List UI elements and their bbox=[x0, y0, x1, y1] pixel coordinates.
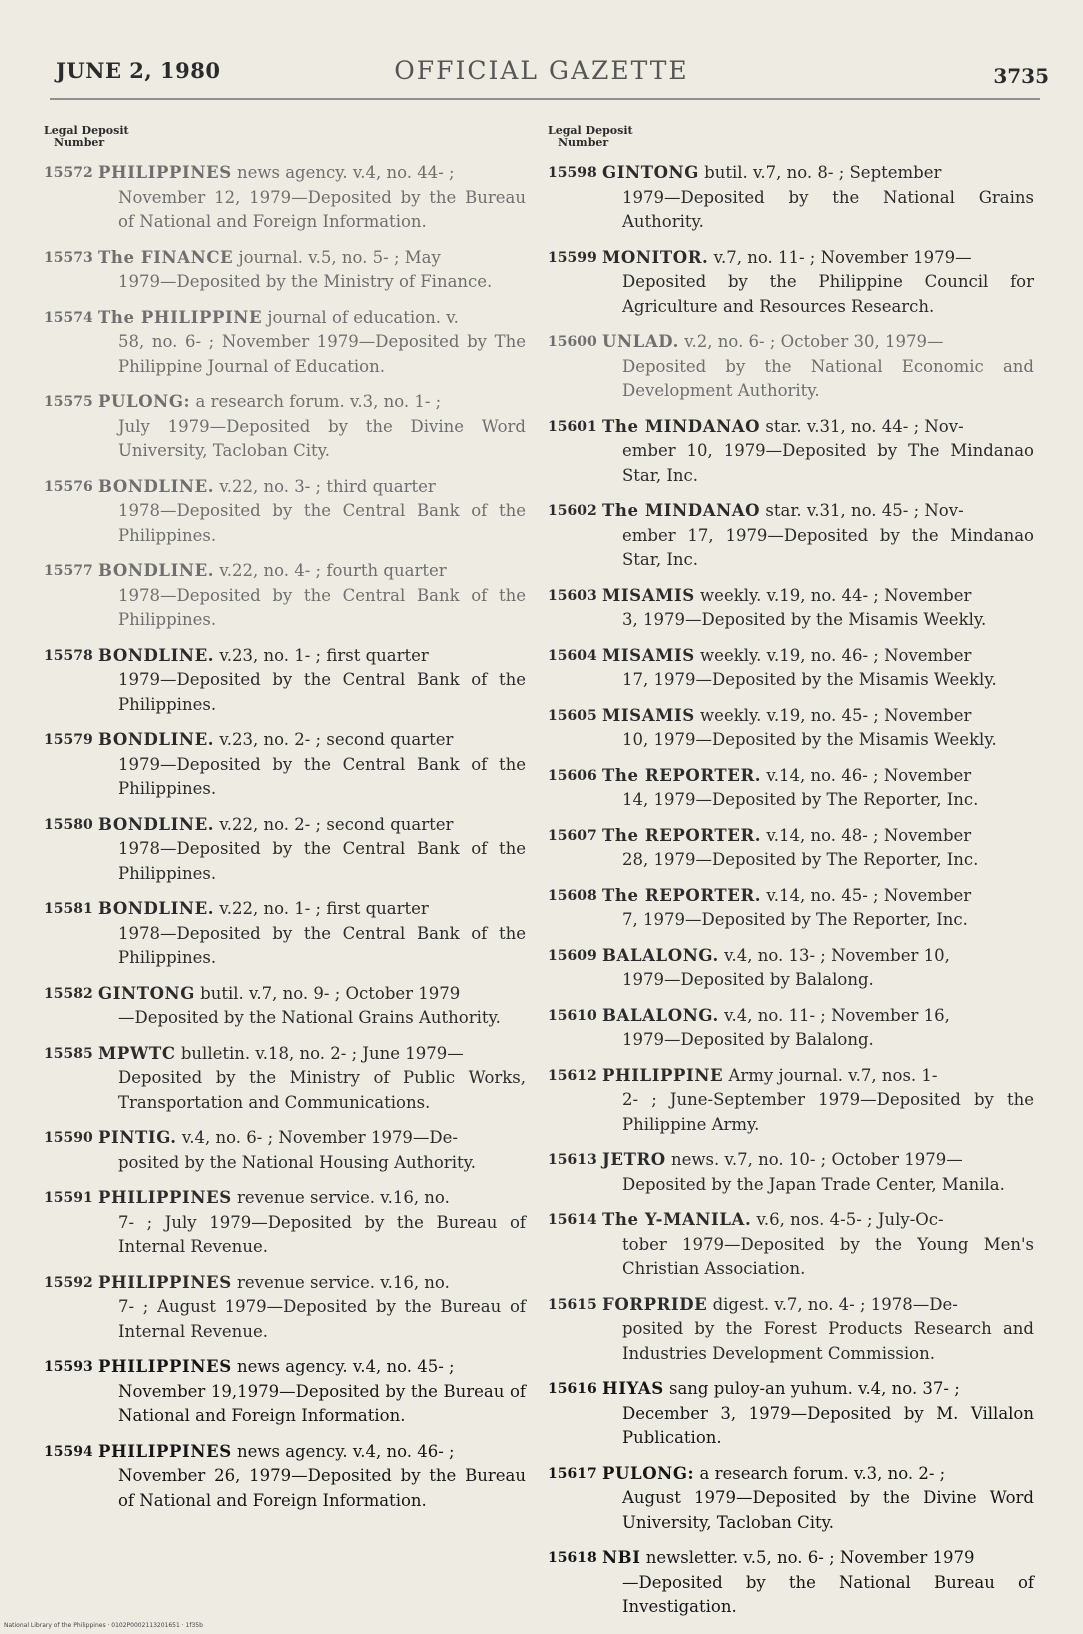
entry-first-line bbox=[44, 390, 526, 415]
footer-credit: National Library of the Philippines · 0102P0002113201651 · 1f35b bbox=[4, 1622, 203, 1629]
entry-body: 1978—Deposited by the Central Bank of the Philippines. bbox=[118, 923, 526, 967]
deposit-entry bbox=[44, 1042, 526, 1116]
entry-body: 1979—Deposited by the Central Bank of the Philippines. bbox=[118, 754, 526, 798]
entry-title: BONDLINE. bbox=[98, 814, 215, 834]
entry-first-line bbox=[548, 246, 1034, 271]
deposit-entry bbox=[548, 824, 1034, 873]
deposit-number: 15578 bbox=[44, 647, 93, 664]
entry-title: PHILIPPINES bbox=[98, 1272, 232, 1292]
entry-first-text: news. v.7, no. 10- ; October 1979— bbox=[665, 1150, 963, 1169]
entry-first-text: v.22, no. 2- ; second quarter bbox=[214, 814, 454, 834]
issue-date: JUNE 2, 1980 bbox=[56, 58, 221, 83]
deposit-entry bbox=[44, 306, 526, 380]
entry-title: The MINDANAO bbox=[602, 416, 761, 436]
deposit-entry bbox=[548, 1064, 1034, 1138]
entry-title: The REPORTER. bbox=[602, 765, 762, 785]
deposit-entry bbox=[548, 884, 1034, 933]
entry-first-line bbox=[548, 499, 1034, 524]
deposit-number: 15594 bbox=[44, 1443, 93, 1460]
deposit-entry bbox=[44, 1271, 526, 1345]
entry-body: December 3, 1979—Deposited by M. Villalon Publication. bbox=[622, 1403, 1034, 1447]
deposit-entry bbox=[548, 1462, 1034, 1536]
entry-first-line bbox=[44, 897, 526, 922]
deposit-number: 15615 bbox=[548, 1296, 597, 1313]
deposit-entry bbox=[44, 897, 526, 971]
entry-first-line bbox=[44, 559, 526, 584]
deposit-entry bbox=[548, 161, 1034, 235]
entry-first-line bbox=[548, 1546, 1034, 1571]
entry-first-line bbox=[548, 1208, 1034, 1233]
deposit-number: 15601 bbox=[548, 418, 597, 435]
column-heading bbox=[44, 125, 526, 149]
entry-body: November 12, 1979—Deposited by the Bureau of National and Foreign Information. bbox=[118, 187, 526, 231]
deposit-number: 15582 bbox=[44, 985, 93, 1002]
entry-first-text: journal. v.5, no. 5- ; May bbox=[233, 247, 441, 267]
entry-first-text: butil. v.7, no. 9- ; October 1979 bbox=[194, 983, 461, 1003]
entry-first-text: v.14, no. 46- ; November bbox=[761, 765, 972, 785]
entry-title: PHILIPPINES bbox=[98, 163, 232, 182]
deposit-number: 15618 bbox=[548, 1550, 597, 1566]
entry-first-line bbox=[548, 644, 1034, 669]
entry-first-text: star. v.31, no. 44- ; Nov- bbox=[760, 416, 964, 436]
entry-first-line bbox=[44, 728, 526, 753]
entry-title: The MINDANAO bbox=[602, 501, 761, 520]
entry-body: July 1979—Deposited by the Divine Word University, Tacloban City. bbox=[118, 416, 526, 460]
entry-first-line bbox=[44, 1271, 526, 1296]
entry-title: HIYAS bbox=[602, 1379, 664, 1398]
entry-first-text: revenue service. v.16, no. bbox=[231, 1188, 450, 1207]
entry-first-text: v.14, no. 48- ; November bbox=[761, 825, 972, 845]
entry-title: PULONG: bbox=[602, 1463, 695, 1483]
deposit-number: 15610 bbox=[548, 1007, 597, 1024]
deposit-entry bbox=[44, 1126, 526, 1175]
page-number: 3735 bbox=[993, 64, 1049, 88]
deposit-entry bbox=[44, 1440, 526, 1514]
entry-first-line bbox=[44, 306, 526, 331]
deposit-number: 15591 bbox=[44, 1190, 93, 1206]
deposit-entry bbox=[44, 390, 526, 464]
entry-title: BALALONG. bbox=[602, 945, 719, 965]
deposit-entry bbox=[44, 1355, 526, 1429]
entry-body: Deposited by the Japan Trade Center, Manila. bbox=[622, 1174, 1005, 1194]
entry-first-line bbox=[548, 764, 1034, 789]
deposit-number: 15603 bbox=[548, 587, 597, 604]
entry-first-line bbox=[44, 644, 526, 669]
entry-title: BALALONG. bbox=[602, 1005, 719, 1025]
entry-title: PHILIPPINES bbox=[98, 1441, 232, 1461]
deposit-number: 15573 bbox=[44, 249, 93, 266]
deposit-entry bbox=[548, 499, 1034, 573]
entry-first-line bbox=[548, 944, 1034, 969]
entry-first-line bbox=[44, 1440, 526, 1465]
entry-first-line bbox=[548, 1004, 1034, 1029]
entry-first-text: a research forum. v.3, no. 2- ; bbox=[694, 1463, 946, 1483]
entry-first-text: v.2, no. 6- ; October 30, 1979— bbox=[678, 332, 944, 351]
deposit-number: 15616 bbox=[548, 1381, 597, 1397]
entry-first-line bbox=[548, 884, 1034, 909]
entry-title: The REPORTER. bbox=[602, 885, 762, 905]
deposit-entry bbox=[44, 246, 526, 295]
entry-title: NBI bbox=[602, 1548, 641, 1567]
entry-title: BONDLINE. bbox=[98, 561, 215, 580]
entry-first-line bbox=[548, 584, 1034, 609]
entry-first-text: v.22, no. 3- ; third quarter bbox=[214, 476, 436, 496]
entry-first-text: Army journal. v.7, nos. 1- bbox=[723, 1065, 938, 1085]
header-rule bbox=[50, 98, 1040, 100]
deposit-entry bbox=[548, 644, 1034, 693]
deposit-number: 15607 bbox=[548, 827, 597, 844]
entry-title: JETRO bbox=[602, 1150, 666, 1169]
deposit-number: 15613 bbox=[548, 1152, 597, 1168]
deposit-entry bbox=[44, 1186, 526, 1260]
entry-first-line bbox=[548, 704, 1034, 729]
entry-first-line bbox=[548, 1377, 1034, 1402]
entry-first-line bbox=[44, 1355, 526, 1380]
deposit-entry bbox=[548, 1293, 1034, 1367]
entry-body: August 1979—Deposited by the Divine Word University, Tacloban City. bbox=[622, 1488, 1034, 1532]
entry-first-text: v.23, no. 2- ; second quarter bbox=[214, 730, 454, 749]
entry-first-text: star. v.31, no. 45- ; Nov- bbox=[760, 501, 964, 520]
entry-body: 7- ; August 1979—Deposited by the Bureau of Internal Revenue. bbox=[118, 1297, 526, 1341]
entry-first-line bbox=[548, 1148, 1034, 1173]
entry-body: —Deposited by the National Bureau of Investigation. bbox=[622, 1572, 1034, 1616]
entry-first-text: digest. v.7, no. 4- ; 1978—De- bbox=[707, 1294, 958, 1314]
entry-first-text: weekly. v.19, no. 46- ; November bbox=[694, 645, 972, 665]
deposit-number: 15585 bbox=[44, 1045, 93, 1062]
column-heading-line: Legal Deposit bbox=[548, 124, 633, 137]
deposit-number: 15581 bbox=[44, 901, 93, 917]
entry-first-text: weekly. v.19, no. 45- ; November bbox=[694, 705, 972, 725]
deposit-entry bbox=[548, 764, 1034, 813]
entry-title: MISAMIS bbox=[602, 705, 695, 725]
entry-first-text: revenue service. v.16, no. bbox=[231, 1272, 450, 1292]
entry-title: PHILIPPINES bbox=[98, 1188, 232, 1207]
deposit-number: 15579 bbox=[44, 732, 93, 748]
entry-first-text: weekly. v.19, no. 44- ; November bbox=[694, 585, 972, 605]
entry-body: ember 17, 1979—Deposited by the Mindanao Star, Inc. bbox=[622, 525, 1034, 569]
entry-title: BONDLINE. bbox=[98, 645, 215, 665]
entry-title: The FINANCE bbox=[98, 247, 234, 267]
deposit-number: 15608 bbox=[548, 887, 597, 904]
column-heading-line: Legal Deposit bbox=[44, 124, 129, 137]
entry-title: The PHILIPPINE bbox=[98, 307, 263, 327]
deposit-entry bbox=[548, 1148, 1034, 1197]
entry-body: 3, 1979—Deposited by the Misamis Weekly. bbox=[622, 610, 987, 629]
deposit-number: 15614 bbox=[548, 1212, 597, 1228]
entry-body: 7, 1979—Deposited by The Reporter, Inc. bbox=[622, 910, 968, 929]
entry-first-text: v.22, no. 1- ; first quarter bbox=[214, 899, 429, 918]
deposit-entry bbox=[44, 475, 526, 549]
deposit-number: 15617 bbox=[548, 1465, 597, 1482]
column-heading bbox=[548, 125, 1034, 149]
entry-title: UNLAD. bbox=[602, 332, 679, 351]
entry-first-line bbox=[44, 982, 526, 1007]
entry-first-text: v.23, no. 1- ; first quarter bbox=[214, 645, 429, 665]
entry-first-line bbox=[548, 161, 1034, 186]
entry-first-text: v.4, no. 11- ; November 16, bbox=[718, 1005, 950, 1025]
entry-first-text: v.6, nos. 4-5- ; July-Oc- bbox=[751, 1210, 944, 1229]
entry-first-text: v.14, no. 45- ; November bbox=[761, 885, 972, 905]
deposit-number: 15600 bbox=[548, 334, 597, 350]
entry-first-line bbox=[548, 415, 1034, 440]
entry-title: The Y-MANILA. bbox=[602, 1210, 752, 1229]
entry-body: 1979—Deposited by the National Grains Authority. bbox=[622, 187, 1034, 231]
deposit-number: 15602 bbox=[548, 503, 597, 519]
entry-first-text: v.4, no. 13- ; November 10, bbox=[718, 945, 950, 965]
entry-body: November 26, 1979—Deposited by the Bureau of National and Foreign Information. bbox=[118, 1466, 526, 1510]
entry-body: 1979—Deposited by Balalong. bbox=[622, 1030, 874, 1049]
entry-title: PULONG: bbox=[98, 392, 191, 411]
entry-first-line bbox=[548, 330, 1034, 355]
entry-title: GINTONG bbox=[98, 983, 195, 1003]
entry-title: PHILIPPINE bbox=[602, 1065, 724, 1085]
entry-body: ember 10, 1979—Deposited by The Mindanao Star, Inc. bbox=[622, 441, 1034, 485]
entry-title: PHILIPPINES bbox=[98, 1357, 232, 1376]
deposit-entry bbox=[548, 584, 1034, 633]
entry-first-line bbox=[44, 475, 526, 500]
entry-first-text: news agency. v.4, no. 46- ; bbox=[231, 1441, 455, 1461]
deposit-number: 15598 bbox=[548, 165, 597, 181]
entry-title: GINTONG bbox=[602, 163, 699, 182]
deposit-number: 15599 bbox=[548, 249, 597, 266]
entry-first-line bbox=[548, 1293, 1034, 1318]
entry-body: 14, 1979—Deposited by The Reporter, Inc. bbox=[622, 790, 979, 809]
entry-first-text: sang puloy-an yuhum. v.4, no. 37- ; bbox=[663, 1379, 960, 1398]
right-column bbox=[548, 125, 1034, 1631]
entry-body: Deposited by the Ministry of Public Works, Transportation and Communications. bbox=[118, 1068, 526, 1112]
left-column bbox=[44, 125, 526, 1524]
entry-first-line bbox=[44, 813, 526, 838]
entry-body: 17, 1979—Deposited by the Misamis Weekly. bbox=[622, 670, 997, 689]
deposit-number: 15580 bbox=[44, 816, 93, 833]
entry-first-line bbox=[44, 161, 526, 186]
deposit-entry bbox=[548, 1377, 1034, 1451]
entry-first-text: v.4, no. 6- ; November 1979—De- bbox=[176, 1128, 459, 1147]
deposit-number: 15576 bbox=[44, 478, 93, 495]
entry-body: 1979—Deposited by the Central Bank of the Philippines. bbox=[118, 670, 526, 714]
entry-body: 10, 1979—Deposited by the Misamis Weekly. bbox=[622, 730, 997, 749]
entry-first-line bbox=[44, 1186, 526, 1211]
deposit-entry bbox=[44, 813, 526, 887]
entry-body: 1978—Deposited by the Central Bank of the Philippines. bbox=[118, 839, 526, 883]
entry-title: MPWTC bbox=[98, 1043, 176, 1063]
entry-first-text: butil. v.7, no. 8- ; September bbox=[698, 163, 942, 182]
deposit-entry bbox=[44, 161, 526, 235]
entry-first-text: news agency. v.4, no. 44- ; bbox=[231, 163, 455, 182]
entry-first-line bbox=[548, 824, 1034, 849]
deposit-entry bbox=[548, 246, 1034, 320]
deposit-number: 15575 bbox=[44, 394, 93, 410]
deposit-number: 15574 bbox=[44, 309, 93, 326]
deposit-number: 15604 bbox=[548, 647, 597, 664]
entry-body: 1978—Deposited by the Central Bank of the Philippines. bbox=[118, 585, 526, 629]
entry-body: 7- ; July 1979—Deposited by the Bureau of Internal Revenue. bbox=[118, 1212, 526, 1256]
deposit-number: 15590 bbox=[44, 1130, 93, 1146]
entry-body: —Deposited by the National Grains Authority. bbox=[118, 1008, 501, 1027]
entry-body: 1978—Deposited by the Central Bank of the Philippines. bbox=[118, 501, 526, 545]
entry-body: 2- ; June-September 1979—Deposited by the Philippine Army. bbox=[622, 1090, 1034, 1134]
entry-first-line bbox=[44, 1126, 526, 1151]
entry-first-line bbox=[548, 1462, 1034, 1487]
deposit-entry bbox=[44, 559, 526, 633]
deposit-entry bbox=[548, 944, 1034, 993]
entry-body: 28, 1979—Deposited by The Reporter, Inc. bbox=[622, 850, 979, 869]
deposit-number: 15577 bbox=[44, 563, 93, 579]
entry-title: MISAMIS bbox=[602, 585, 695, 605]
deposit-entry bbox=[44, 644, 526, 718]
deposit-entry bbox=[548, 415, 1034, 489]
deposit-entry bbox=[44, 982, 526, 1031]
entry-first-text: news agency. v.4, no. 45- ; bbox=[231, 1357, 455, 1376]
entry-body: 1979—Deposited by Balalong. bbox=[622, 970, 874, 989]
entry-title: PINTIG. bbox=[98, 1128, 177, 1147]
entry-title: The REPORTER. bbox=[602, 825, 762, 845]
deposit-entry bbox=[548, 1546, 1034, 1620]
entry-first-line bbox=[44, 1042, 526, 1067]
entry-first-text: newsletter. v.5, no. 6- ; November 1979 bbox=[640, 1548, 975, 1567]
entry-title: MONITOR. bbox=[602, 247, 709, 267]
deposit-number: 15606 bbox=[548, 767, 597, 784]
entry-body: posited by the National Housing Authority. bbox=[118, 1152, 476, 1172]
entry-body: Deposited by the National Economic and Development Authority. bbox=[622, 356, 1034, 400]
entry-first-text: v.7, no. 11- ; November 1979— bbox=[708, 247, 972, 267]
entry-first-line bbox=[44, 246, 526, 271]
deposit-entry bbox=[548, 1004, 1034, 1053]
deposit-entry bbox=[548, 704, 1034, 753]
entry-title: MISAMIS bbox=[602, 645, 695, 665]
deposit-entry bbox=[548, 330, 1034, 404]
entry-body: 1979—Deposited by the Ministry of Finance. bbox=[118, 272, 493, 291]
entry-title: BONDLINE. bbox=[98, 899, 215, 918]
entry-body: tober 1979—Deposited by the Young Men's Christian Association. bbox=[622, 1234, 1034, 1278]
entry-title: FORPRIDE bbox=[602, 1294, 708, 1314]
entry-body: Deposited by the Philippine Council for Agriculture and Resources Research. bbox=[622, 272, 1034, 316]
entry-first-line bbox=[548, 1064, 1034, 1089]
entry-first-text: journal of education. v. bbox=[262, 307, 459, 327]
entry-title: BONDLINE. bbox=[98, 476, 215, 496]
deposit-number: 15612 bbox=[548, 1067, 597, 1084]
entry-first-text: a research forum. v.3, no. 1- ; bbox=[190, 392, 442, 411]
entry-body: 58, no. 6- ; November 1979—Deposited by The Philippine Journal of Education. bbox=[118, 332, 526, 376]
column-heading-line: Number bbox=[558, 136, 609, 149]
publication-title: OFFICIAL GAZETTE bbox=[394, 56, 689, 85]
deposit-entry bbox=[548, 1208, 1034, 1282]
deposit-number: 15609 bbox=[548, 947, 597, 964]
deposit-entry bbox=[44, 728, 526, 802]
deposit-number: 15572 bbox=[44, 165, 93, 181]
entry-first-text: bulletin. v.18, no. 2- ; June 1979— bbox=[175, 1043, 464, 1063]
entry-first-text: v.22, no. 4- ; fourth quarter bbox=[214, 561, 447, 580]
entry-body: November 19,1979—Deposited by the Bureau of National and Foreign Information. bbox=[118, 1381, 526, 1425]
deposit-number: 15593 bbox=[44, 1359, 93, 1375]
deposit-number: 15592 bbox=[44, 1274, 93, 1291]
entry-title: BONDLINE. bbox=[98, 730, 215, 749]
column-heading-line: Number bbox=[54, 136, 105, 149]
deposit-number: 15605 bbox=[548, 707, 597, 724]
entry-body: posited by the Forest Products Research and Industries Development Commission. bbox=[622, 1319, 1034, 1363]
